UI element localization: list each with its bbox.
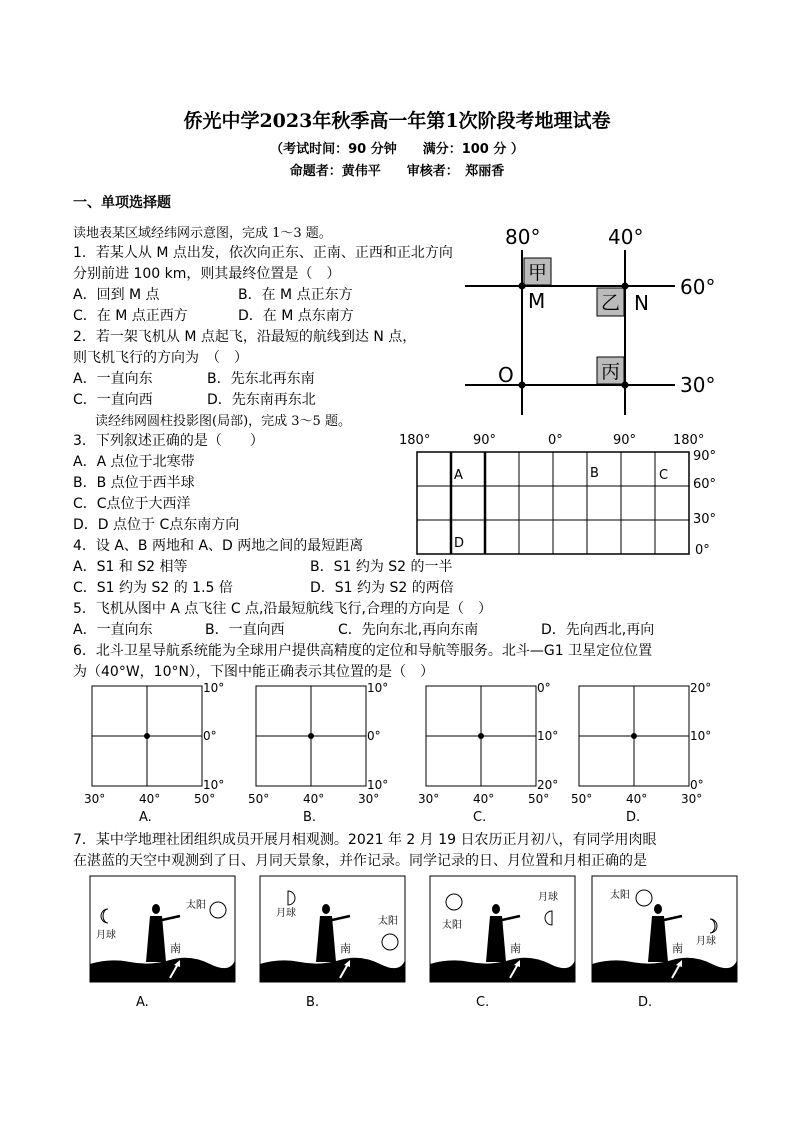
- q2-option-b[interactable]: B．先东北再东南: [207, 371, 315, 387]
- q6-lon-label: 50°: [248, 792, 270, 806]
- q7-sun-label: 太阳: [186, 900, 206, 911]
- q6-grid-option: [571, 680, 712, 825]
- q4-option-b[interactable]: B．S1 约为 S2 的一半: [310, 559, 453, 575]
- fig1-yi: 乙: [601, 292, 621, 314]
- fig2-point-a: A: [454, 468, 463, 483]
- q6-lon-label: 40°: [626, 792, 648, 806]
- q6-lon-label: 30°: [84, 792, 106, 806]
- q2-stem: 2．若一架飞机从 M 点起飞，沿最短的航线到达 N 点，: [73, 329, 417, 345]
- q7-south-label: 南: [672, 942, 683, 955]
- q3-option-d[interactable]: D．D 点位于 C点东南方向: [73, 517, 240, 533]
- exam-info: （考试时间：90 分钟 满分：100 分 ）: [270, 142, 524, 157]
- q7-south-label: 南: [340, 942, 351, 955]
- q7-scene-option: [592, 876, 742, 1016]
- q4-option-a[interactable]: A．S1 和 S2 相等: [73, 559, 188, 575]
- q7-sun-label: 太阳: [610, 890, 630, 901]
- q6-lat-mid: 10°: [690, 729, 712, 743]
- q1-stem-2: 分别前进 100 km，则其最终位置是（ ）: [73, 266, 341, 282]
- q7-moon-label: 月球: [696, 936, 716, 947]
- fig2-lon-0: 0°: [548, 433, 563, 448]
- q6-option-letter: D.: [626, 810, 641, 825]
- q7-scene-option: [260, 876, 410, 1016]
- fig2-point-c: C: [659, 468, 669, 483]
- section-heading: 一、单项选择题: [73, 195, 171, 211]
- q6-lon-label: 30°: [358, 792, 380, 806]
- fig2-lon-90-right: 90°: [613, 433, 637, 448]
- q7-option-letter: B.: [306, 995, 320, 1010]
- q7-option-letter: A.: [136, 995, 149, 1010]
- fig2-lon-180-left: 180°: [399, 433, 431, 448]
- fig1-point-m: M: [528, 289, 546, 313]
- q1-option-d[interactable]: D．在 M 点东南方: [238, 308, 354, 324]
- fig1-lon-left: 80°: [505, 225, 541, 249]
- q2-option-c[interactable]: C．一直向西: [73, 392, 153, 408]
- q6-lon-label: 30°: [418, 792, 440, 806]
- q3-option-c[interactable]: C．C点位于大西洋: [73, 496, 191, 512]
- q6-lon-label: 40°: [473, 792, 495, 806]
- q3-option-b[interactable]: B．B 点位于西半球: [73, 475, 195, 491]
- fig1-lat-top: 60°: [680, 275, 716, 299]
- q6-lat-mid: 0°: [367, 729, 381, 743]
- intro-1: 读地表某区域经纬网示意图，完成 1～3 题。: [73, 226, 332, 241]
- fig2-point-b: B: [590, 466, 599, 481]
- fig2-lat-90: 90°: [693, 449, 717, 464]
- intro-2: 读经纬网圆柱投影图(局部)，完成 3～5 题。: [95, 414, 351, 429]
- fig2-point-d: D: [454, 536, 465, 551]
- q7-scene-option: [430, 876, 580, 1016]
- cylindrical-projection-figure: [395, 430, 720, 560]
- q7-stem-2: 在湛蓝的天空中观测到了日、月同天景象，并作记录。同学记录的日、月位置和月相正确的是: [73, 853, 647, 869]
- q6-lon-label: 50°: [194, 792, 216, 806]
- q2-stem-2: 则飞机飞行的方向为 （ ）: [73, 350, 248, 366]
- q7-sun-label: 太阳: [378, 916, 398, 927]
- q6-option-letter: B.: [303, 810, 317, 825]
- q2-option-d[interactable]: D．先东南再东北: [207, 392, 316, 408]
- q6-lat-top: 0°: [537, 681, 551, 695]
- fig2-lat-60: 60°: [693, 477, 717, 492]
- q6-lat-top: 20°: [690, 681, 712, 695]
- fig1-lat-bottom: 30°: [680, 373, 716, 397]
- q6-lat-mid: 10°: [537, 729, 559, 743]
- q7-option-letter: D.: [638, 995, 653, 1010]
- lat-lon-grid-figure: [460, 220, 730, 420]
- q7-option-letter: C.: [476, 995, 490, 1010]
- q7-scene-option: [90, 876, 240, 1016]
- q1-stem: 1．若某人从 M 点出发，依次向正东、正南、正西和正北方向: [73, 245, 453, 261]
- q4-option-c[interactable]: C．S1 约为 S2 的 1.5 倍: [73, 580, 233, 596]
- fig2-lon-180-right: 180°: [673, 433, 705, 448]
- q6-lon-label: 40°: [139, 792, 161, 806]
- q6-stem: 6．北斗卫星导航系统能为全球用户提供高精度的定位和导航等服务。北斗—G1 卫星定位位置: [73, 643, 653, 659]
- q6-lat-bottom: 0°: [690, 778, 704, 792]
- q7-south-label: 南: [170, 942, 181, 955]
- q6-lat-mid: 0°: [203, 729, 217, 743]
- q2-option-a[interactable]: A．一直向东: [73, 371, 153, 387]
- q6-stem-2: 为（40°W，10°N），下图中能正确表示其位置的是（ ）: [73, 664, 434, 680]
- q3-option-a[interactable]: A．A 点位于北寒带: [73, 454, 195, 470]
- q6-lon-label: 40°: [303, 792, 325, 806]
- fig1-bing: 丙: [601, 361, 621, 383]
- q5-option-c[interactable]: C．先向东北,再向东南: [338, 622, 479, 638]
- q4-option-d[interactable]: D．S1 约为 S2 的两倍: [310, 580, 454, 596]
- exam-authors: 命题者：黄伟平 审核者： 郑丽香: [289, 164, 505, 179]
- q6-lat-bottom: 10°: [367, 778, 389, 792]
- fig2-lon-90-left: 90°: [473, 433, 497, 448]
- q6-grid-option: [418, 680, 559, 825]
- q6-option-letter: C.: [473, 810, 487, 825]
- fig2-lat-30: 30°: [693, 512, 717, 527]
- fig2-lat-0: 0°: [695, 543, 710, 558]
- q7-moon-label: 月球: [96, 930, 116, 941]
- q4-stem: 4．设 A、B 两地和 A、D 两地之间的最短距离: [73, 538, 364, 554]
- q6-lat-top: 10°: [203, 681, 225, 695]
- q7-moon-label: 月球: [276, 908, 296, 919]
- q5-option-b[interactable]: B．一直向西: [205, 622, 285, 638]
- q6-lon-label: 50°: [571, 792, 593, 806]
- q7-sun-label: 太阳: [442, 920, 462, 931]
- fig1-point-o: O: [498, 363, 514, 387]
- q1-option-c[interactable]: C．在 M 点正西方: [73, 308, 188, 324]
- q6-option-letter: A.: [139, 810, 152, 825]
- fig1-point-n: N: [634, 291, 649, 315]
- q1-option-a[interactable]: A．回到 M 点: [73, 287, 160, 303]
- q5-option-a[interactable]: A．一直向东: [73, 622, 153, 638]
- page-title: 侨光中学2023年秋季高一年第1次阶段考地理试卷: [183, 110, 611, 132]
- q1-option-b[interactable]: B．在 M 点正东方: [238, 287, 353, 303]
- q6-grid-option: [84, 680, 225, 825]
- q6-lat-bottom: 10°: [203, 778, 225, 792]
- q6-grid-option: [248, 680, 389, 825]
- q6-lon-label: 50°: [528, 792, 550, 806]
- q6-lon-label: 30°: [681, 792, 703, 806]
- q6-lat-bottom: 20°: [537, 778, 559, 792]
- fig1-jia: 甲: [528, 262, 548, 284]
- q3-stem: 3．下列叙述正确的是（ ）: [73, 433, 264, 449]
- q5-stem: 5．飞机从图中 A 点飞往 C 点,沿最短航线飞行,合理的方向是（ ）: [73, 601, 492, 617]
- q7-moon-label: 月球: [538, 892, 558, 903]
- q7-south-label: 南: [510, 942, 521, 955]
- fig1-lon-right: 40°: [608, 225, 644, 249]
- q7-stem: 7．某中学地理社团组织成员开展月相观测。2021 年 2 月 19 日农历正月初八，有同学用肉眼: [73, 832, 657, 848]
- q5-option-d[interactable]: D．先向西北,再向: [541, 622, 655, 638]
- q6-lat-top: 10°: [367, 681, 389, 695]
